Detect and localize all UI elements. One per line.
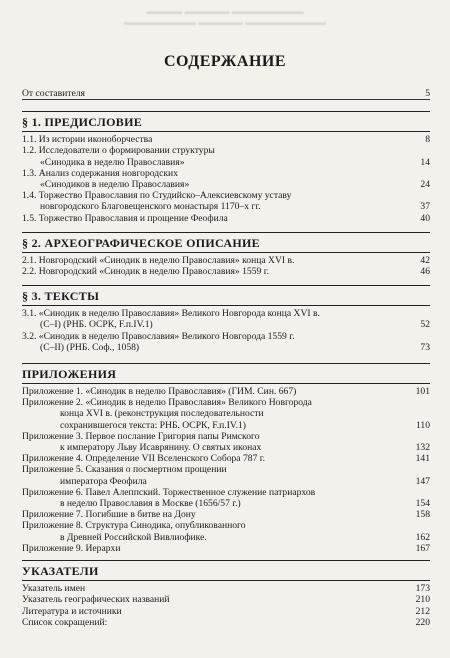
toc-entry[interactable] [22,453,430,464]
toc-page-number: 220 [415,616,430,628]
toc-entry-title [22,520,400,542]
toc-entry-title [22,255,400,266]
toc-entry-line: Приложение 7. Погибшие в битве на Дону [22,509,196,521]
section-heading: § 1. ПРЕДИСЛОВИЕ [22,111,430,132]
toc-page-number: 132 [415,442,430,454]
toc-entry[interactable] [22,509,430,520]
toc-page-number: 24 [420,179,430,191]
toc-entry-line: к императору Льву Исаврянину. О святых иконах [60,442,262,454]
toc-entry-line: «Синодика в неделю Православия» [40,156,185,168]
toc-entry-title [22,594,400,605]
toc-entry-title [22,617,400,628]
toc-page-number: 147 [415,475,430,487]
toc-entry[interactable] [22,88,430,100]
toc-entry-line: 1.2. Исследователи о формировании структуры [22,145,215,157]
toc-entry-line: Приложение 6. Павел Алеппский. Торжественное служение патриархов [22,486,316,498]
toc-entry-title [22,308,400,330]
toc-entry-line: конца XVI в. (реконструкция последовательности [60,408,264,420]
toc-entry[interactable] [22,331,430,353]
toc-entry[interactable] [22,543,430,554]
toc-page-number: 46 [420,266,430,278]
toc-entry-line: сохранившегося текста: РНБ. ОСРК, F.п.IV.1) [60,419,246,431]
toc-page-number: 173 [415,583,430,595]
toc-entry[interactable] [22,583,430,594]
toc-entry-line: (С–I) (РНБ. ОСРК, F.п.IV.1) [40,319,153,331]
toc-entry[interactable] [22,266,430,277]
toc-entry-line: (С–II) (РНБ. Соф., 1058) [40,341,140,353]
toc-page-number: 37 [420,201,430,213]
toc-entry[interactable] [22,594,430,605]
section-heading: § 2. АРХЕОГРАФИЧЕСКОЕ ОПИСАНИЕ [22,232,430,253]
toc-section [22,353,430,554]
toc-page-number: 162 [415,531,430,543]
toc-entry-line: императора Феофила [60,475,147,487]
toc-page-number: 141 [415,453,430,465]
bleed-through-text: ▬▬▬▬ ▬▬▬▬▬ ▬▬▬▬▬▬▬▬ ▬▬▬▬▬▬▬▬ ▬▬▬▬▬ ▬▬▬▬▬▬▬▬▬ [123,6,327,27]
toc-entry[interactable] [22,168,430,190]
toc-page-number: 8 [425,134,430,146]
toc-section [22,554,430,628]
toc-entry-line: Литература и источники [22,605,122,617]
toc-entry-title [22,487,400,509]
toc-entry[interactable] [22,213,430,224]
toc-entry-line: Приложение 5. Сказания о посмертном прощении [22,464,227,476]
toc-entry[interactable] [22,464,430,486]
toc-page-number: 210 [415,594,430,606]
toc-page-number: 110 [415,419,430,431]
toc-entry-line: Указатель имен [22,583,86,595]
toc-page-number: 14 [420,156,430,168]
toc-page-number: 42 [420,254,430,266]
toc-entry-line: 3.1. «Синодик в неделю Православия» Великого Новгорода конца XVI в. [22,308,320,320]
page-title: СОДЕРЖАНИЕ [163,53,287,70]
toc-entry-title [22,583,400,594]
toc-page-number: 158 [415,509,430,521]
toc-entry[interactable] [22,606,430,617]
toc-entry[interactable] [22,487,430,509]
toc-entry-title [22,145,400,167]
toc-section [22,101,430,224]
toc-entry[interactable] [22,431,430,453]
toc-entry-title [22,509,400,520]
toc-entry-line: Приложение 2. «Синодик в неделю Православия» Великого Новгорода [22,397,312,409]
toc-entry-line: Приложение 9. Иерархи [22,542,121,554]
toc-section [22,277,430,353]
toc-entry[interactable] [22,145,430,167]
section-heading: § 3. ТЕКСТЫ [22,285,430,306]
toc-entry-title [22,397,400,431]
toc-entry[interactable] [22,190,430,212]
toc-page-number: 40 [420,212,430,224]
toc-entry-line: 1.4. Торжество Православия по Студийско–Алексиевскому уставу [22,190,292,202]
toc-page-number: 101 [415,386,430,398]
toc-entry-line: От составителя [22,88,85,99]
section-heading: УКАЗАТЕЛИ [22,560,430,581]
toc-entry-title [22,213,400,224]
toc-entry-line: в Древней Российской Вивлиофике. [60,531,207,543]
toc-entry-title [22,134,400,145]
toc-entry-line: 2.2. Новгородский «Синодик в неделю Православия» 1559 г. [22,266,269,278]
toc-entry-line: Указатель географических названий [22,594,170,606]
toc-entry-title [22,331,400,353]
toc-entry-line: Список сокращений: [22,616,108,628]
toc-entry-line: Приложение 8. Структура Синодика, опубликованного [22,520,246,532]
toc-entry-title [22,386,400,397]
toc-entry-line: Приложение 1. «Синодик в неделю Православия» (ГИМ. Син. 667) [22,386,297,398]
toc-entry-line: Приложение 4. Определение VII Вселенского Собора 787 г. [22,453,265,465]
toc-entry-title [22,88,400,99]
toc-entry-title [22,168,400,190]
toc-entry[interactable] [22,308,430,330]
toc-entry-line: новгородского Благовещенского монастыря 1170–х гг. [40,201,261,213]
toc-entry-title [22,266,400,277]
toc-entry[interactable] [22,617,430,628]
toc-entry-line: «Синодиков в неделю Православия» [40,179,190,191]
toc-page-number: 154 [415,498,430,510]
toc-section [22,88,430,100]
toc-entry[interactable] [22,386,430,397]
section-heading: ПРИЛОЖЕНИЯ [22,363,430,384]
table-of-contents [22,88,430,628]
toc-page-number: 52 [420,319,430,331]
toc-entry-line: 1.5. Торжество Православия и прощение Феофила [22,212,228,224]
toc-page-number: 167 [415,542,430,554]
toc-entry-title [22,431,400,453]
toc-entry-title [22,453,400,464]
toc-section [22,224,430,277]
toc-entry-line: 2.1. Новгородский «Синодик в неделю Православия» конца XVI в. [22,254,295,266]
toc-entry-line: 1.1. Из истории иконоборчества [22,134,153,146]
toc-entry-line: 1.3. Анализ содержания новгородских [22,167,178,179]
toc-entry-title [22,190,400,212]
toc-entry-title [22,606,400,617]
toc-entry-title [22,543,400,554]
toc-entry-line: в неделю Православия в Москве (1656/57 г.) [60,498,241,510]
toc-entry-title [22,464,400,486]
toc-entry[interactable] [22,397,430,431]
toc-entry-line: Приложение 3. Первое послание Григория папы Римского [22,430,260,442]
toc-entry-line: 3.2. «Синодик в неделю Православия» Великого Новгорода 1559 г. [22,330,295,342]
toc-entry[interactable] [22,134,430,145]
toc-entry[interactable] [22,520,430,542]
toc-page-number: 73 [420,341,430,353]
toc-page-number: 212 [415,605,430,617]
toc-entry[interactable] [22,255,430,266]
toc-page-number: 5 [425,88,430,99]
